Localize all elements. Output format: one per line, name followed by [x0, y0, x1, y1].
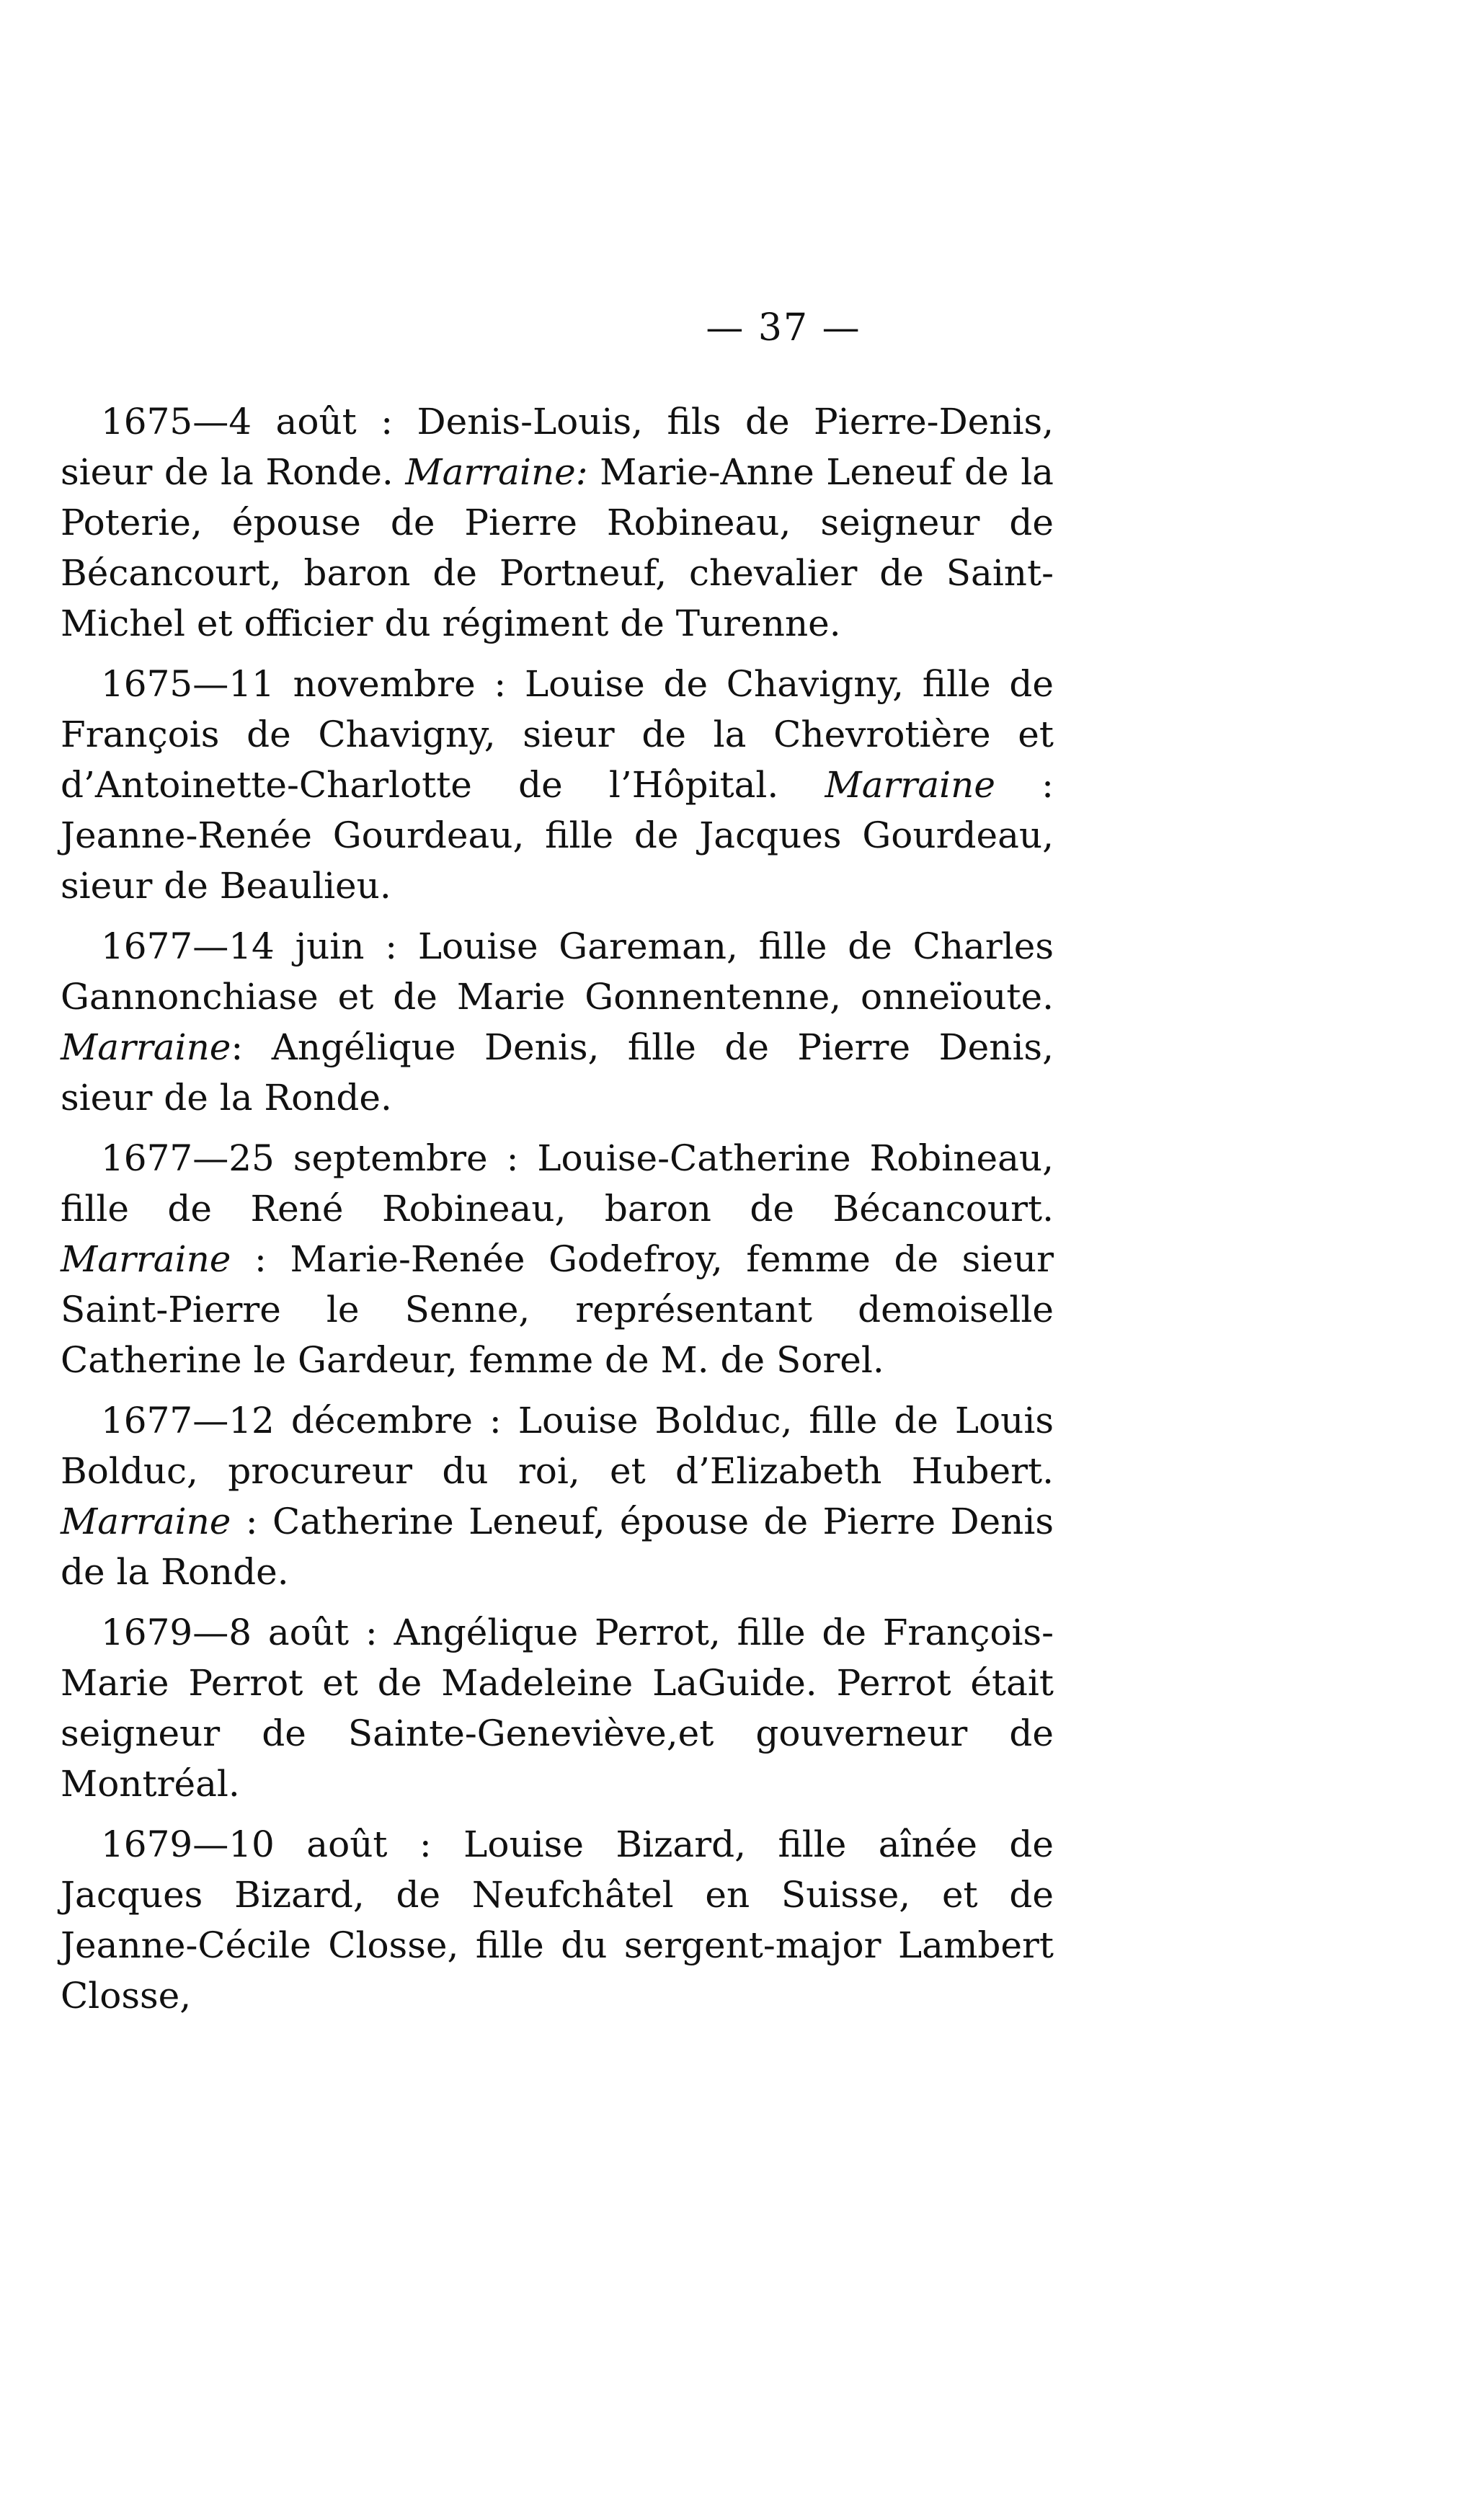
godmother-text: Marie-Anne Leneuf de la Poterie, épouse de Pierre Robineau, seigneur de Bécancourt, baron de Portneuf, chevalier de Saint-Michel et officier du régiment de Turenne.: [61, 451, 1054, 644]
entry-text: 1679—10 août : Louise Bizard, fille aînée de Jacques Bizard, de Neufchâtel en Suisse, et de Jeanne-Cécile Closse, fille du sergent-major Lambert Closse,: [61, 1823, 1054, 2017]
baptism-entry-1675-aout: [61, 396, 1054, 649]
entry-text: 1677—25 septembre : Louise-Catherine Robineau, fille de René Robineau, baron de Bécancourt.: [61, 1137, 1054, 1230]
entry-text: 1679—8 août : Angélique Perrot, fille de François-Marie Perrot et de Madeleine LaGuide. Perrot était seigneur de Sainte-Geneviève,et gouverneur de Montréal.: [61, 1612, 1054, 1805]
godmother-text: : Angélique Denis, fille de Pierre Denis, sieur de la Ronde.: [61, 1026, 1054, 1119]
godmother-label: Marraine: [61, 1501, 231, 1542]
godmother-text: : Catherine Leneuf, épouse de Pierre Denis de la Ronde.: [61, 1501, 1054, 1593]
godmother-text: : Jeanne-Renée Gourdeau, fille de Jacques Gourdeau, sieur de Beaulieu.: [61, 764, 1054, 907]
entry-text: 1677—14 juin : Louise Gareman, fille de Charles Gannonchiase et de Marie Gonnentenne, onneïoute.: [61, 925, 1054, 1018]
baptism-entry-1677-decembre: [61, 1395, 1054, 1597]
godmother-text: : Marie-Renée Godefroy, femme de sieur Saint-Pierre le Senne, représentant demoiselle Catherine le Gardeur, femme de M. de Sorel.: [61, 1238, 1054, 1381]
body-text: [61, 396, 1054, 2031]
godmother-label: Marraine: [61, 1238, 231, 1280]
baptism-entry-1675-novembre: [61, 659, 1054, 911]
godmother-label: Marraine: [825, 764, 995, 806]
entry-text: 1675—11 novembre : Louise de Chavigny, fille de François de Chavigny, sieur de la Chevrotière et d’Antoinette-Charlotte de l’Hôpital.: [61, 663, 1054, 806]
baptism-entry-1677-septembre: [61, 1133, 1054, 1385]
entry-text: 1675—4 août : Denis-Louis, fils de Pierre-Denis, sieur de la Ronde.: [61, 401, 1054, 493]
baptism-entry-1679-8-aout: [61, 1607, 1054, 1809]
godmother-label: Marraine: [61, 1026, 231, 1068]
godmother-label: Marraine:: [405, 451, 588, 493]
page-number: — 37 —: [706, 306, 861, 350]
baptism-entry-1679-10-aout: [61, 1819, 1054, 2021]
baptism-entry-1677-juin: [61, 921, 1054, 1123]
entry-text: 1677—12 décembre : Louise Bolduc, fille de Louis Bolduc, procureur du roi, et d’Elizabeth Hubert.: [61, 1400, 1054, 1492]
